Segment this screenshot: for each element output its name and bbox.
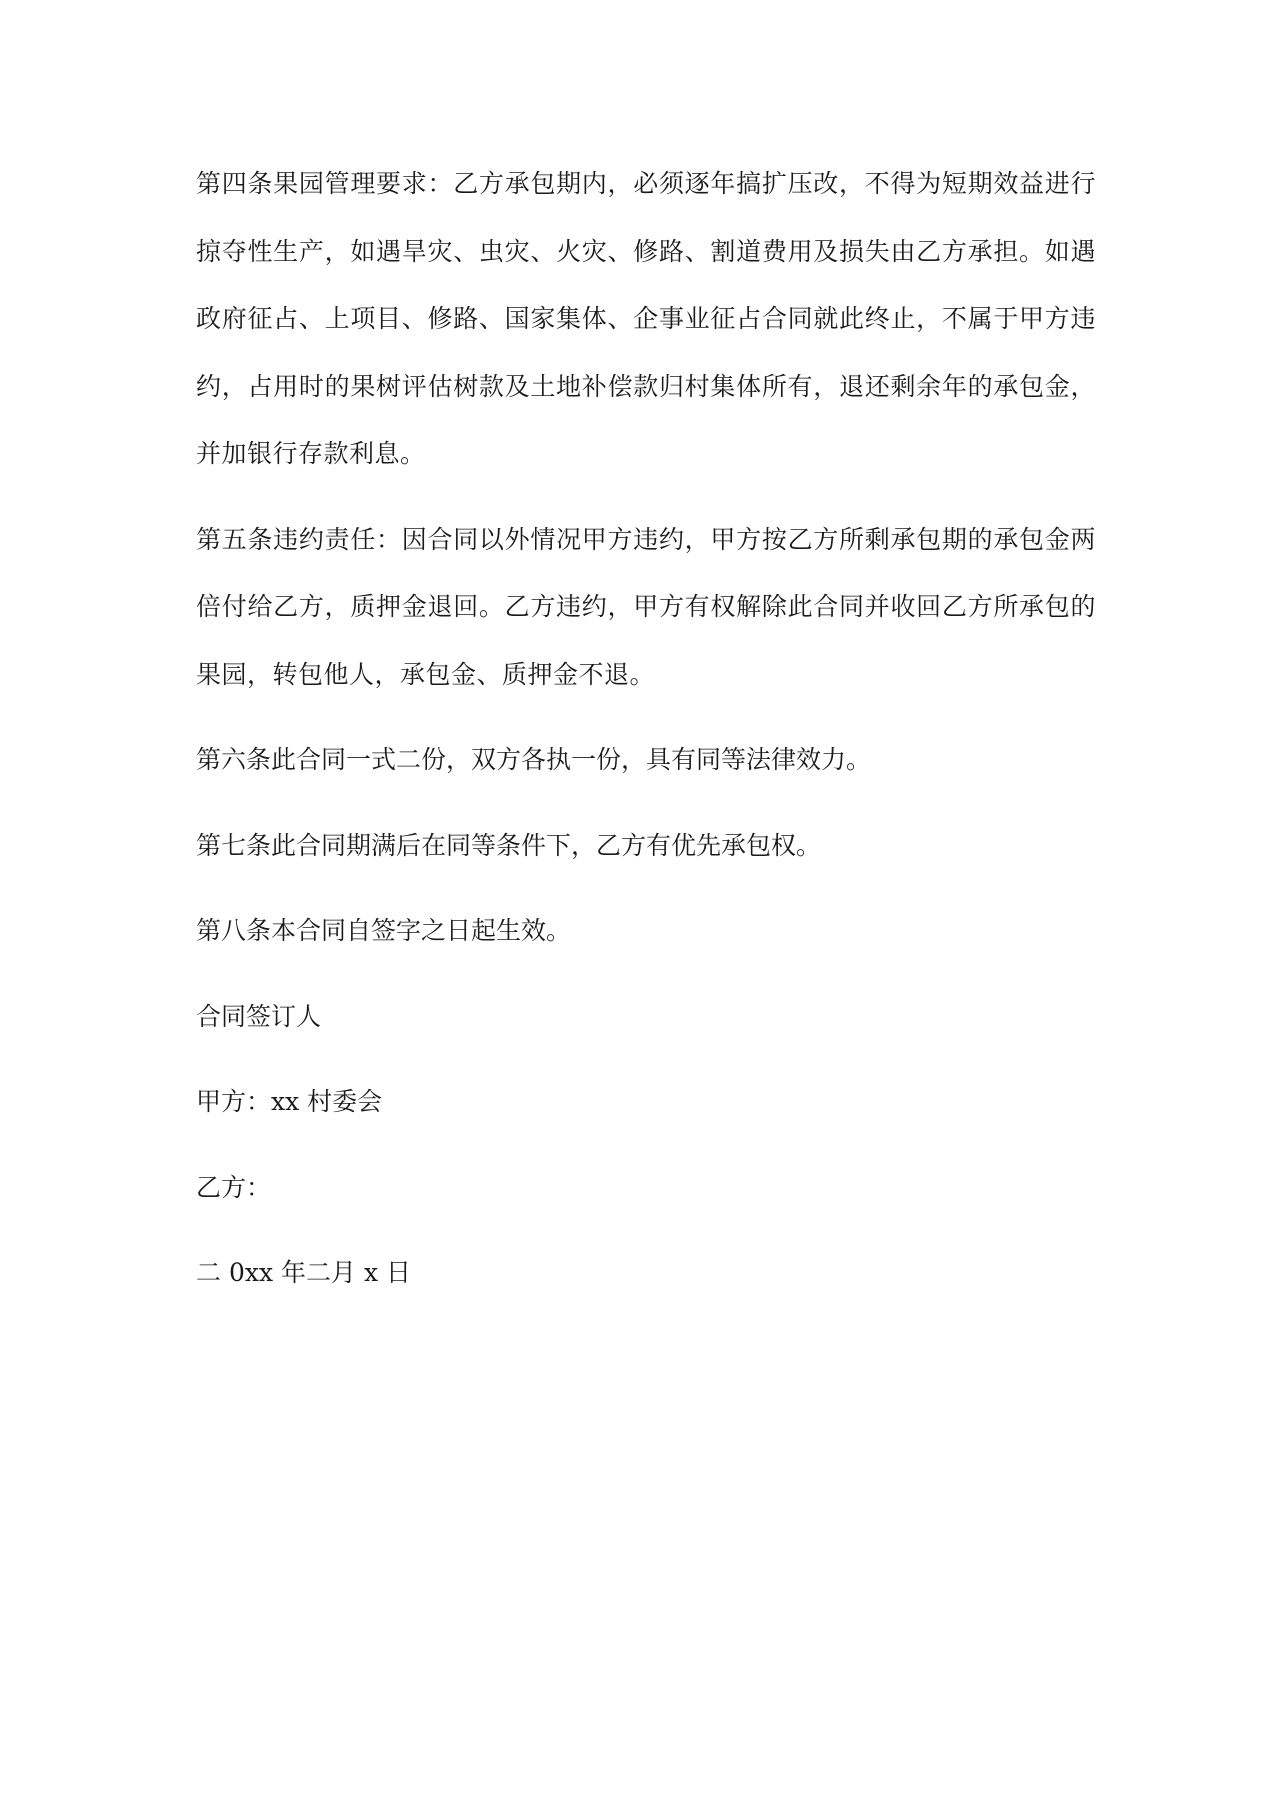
- clause-5-paragraph: 第五条违约责任：因合同以外情况甲方违约，甲方按乙方所剩承包期的承包金两倍付给乙方，质押金退回。乙方违约，甲方有权解除此合同并收回乙方所承包的果园，转包他人，承包金、质押金不退。: [196, 524, 1096, 689]
- clause-8-paragraph: 第八条本合同自签字之日起生效。: [196, 916, 572, 945]
- signatory-heading: 合同签订人: [196, 1001, 322, 1031]
- party-b-line: 乙方：: [196, 1172, 272, 1202]
- clause-4-paragraph: 第四条果园管理要求：乙方承包期内，必须逐年搞扩压改，不得为短期效益进行掠夺性生产，如遇旱灾、虫灾、火灾、修路、割道费用及损失由乙方承担。如遇政府征占、上项目、修路、国家集体、企事业征占合同就此终止，不属于甲方违约，占用时的果树评估树款及土地补偿款归村集体所有，退还剩余年的承包金，并加银行存款利息。: [196, 169, 1096, 468]
- clause-6-paragraph: 第六条此合同一式二份，双方各执一份，具有同等法律效力。: [196, 745, 872, 774]
- date-line: 二 0xx 年二月 x 日: [196, 1258, 411, 1287]
- clause-7-paragraph: 第七条此合同期满后在同等条件下，乙方有优先承包权。: [196, 830, 822, 860]
- document-body: [196, 150, 1096, 1325]
- party-a-line: 甲方：xx 村委会: [196, 1087, 383, 1116]
